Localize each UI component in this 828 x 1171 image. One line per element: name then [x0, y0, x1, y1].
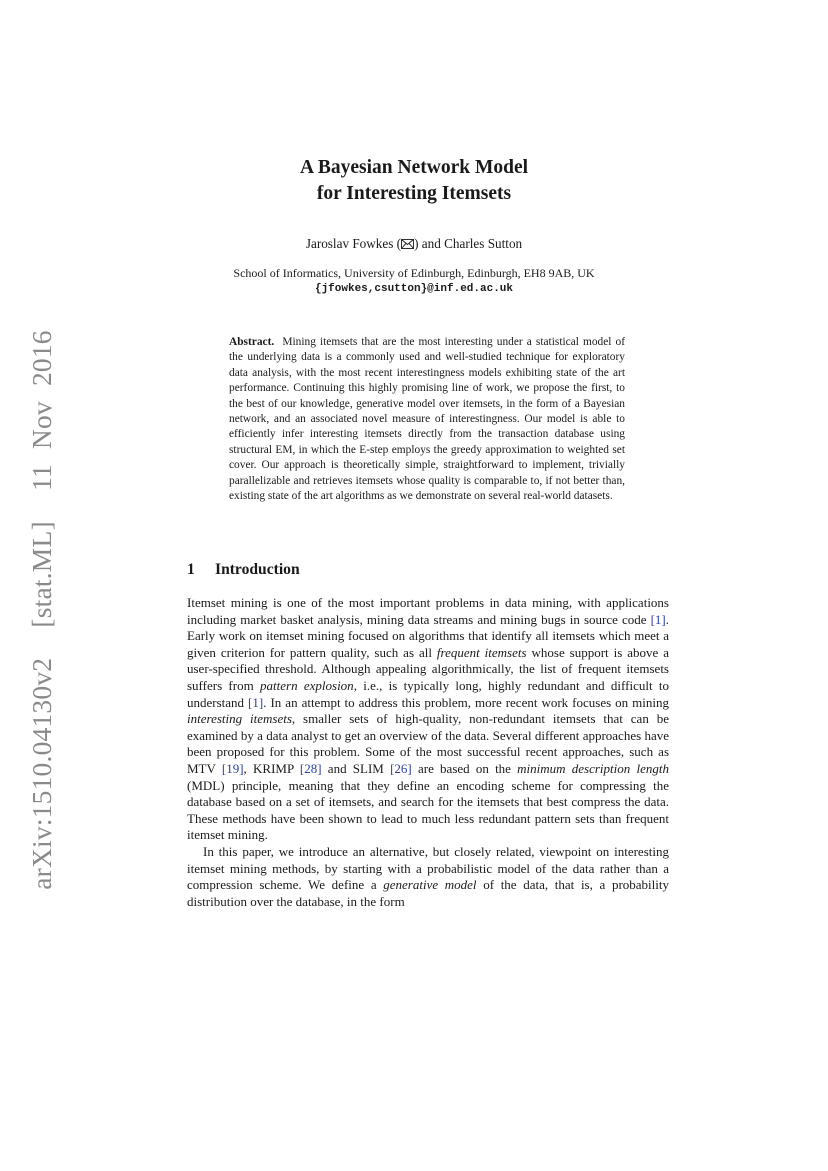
- emphasis: generative model: [383, 877, 477, 893]
- emphasis: frequent itemsets: [436, 644, 527, 660]
- emphasis: minimum description length: [517, 760, 669, 776]
- text-run: , i.e., is typically long, highly redundant and difficult to understand: [187, 677, 669, 710]
- citation-link[interactable]: [1]: [650, 611, 666, 627]
- text-run: In this paper, we introduce an alternative, but closely related, viewpoint on interesting itemset mining methods, by starting with a probabilistic model of the data rather than a compression scheme. We define a: [187, 843, 669, 893]
- author-conjunction: and: [418, 236, 445, 251]
- citation-link[interactable]: [19]: [221, 760, 244, 776]
- citation-link[interactable]: [1]: [248, 694, 264, 710]
- paragraph-1: [187, 595, 669, 844]
- author-emails: {jfowkes,csutton}@inf.ed.ac.uk: [314, 283, 514, 295]
- text-run: and SLIM: [321, 760, 391, 776]
- text-run: , smaller sets of high-quality, non-redundant itemsets that can be examined by a data analyst to get an overview of the data. Several different approaches have been proposed for this problem. Some of the most successful recent approaches, such as MTV: [187, 711, 669, 776]
- section-heading: [187, 561, 300, 579]
- text-run: of the data, that is, a probability distribution over the database, in the form: [187, 877, 669, 909]
- envelope-icon: [401, 239, 414, 249]
- paren-close: ): [414, 236, 419, 251]
- institution: School of Informatics, University of Edinburgh, Edinburgh, EH8 9AB, UK: [233, 266, 595, 280]
- citation-link[interactable]: [26]: [390, 760, 412, 776]
- text-run: (MDL) principle, meaning that they define an encoding scheme for compressing the database based on a set of itemsets, and search for the itemsets that best compress the data. These methods have been shown to lead to much less redundant pattern sets than frequent itemset mining.: [187, 777, 669, 843]
- emphasis: pattern explosion: [260, 677, 354, 693]
- paren-open: (: [396, 236, 402, 251]
- text-run: are based on the: [411, 760, 518, 776]
- text-run: , KRIMP: [243, 760, 300, 776]
- text-run: . In an attempt to address this problem, more recent work focuses on mining: [263, 694, 669, 710]
- text-run: Itemset mining is one of the most important problems in data mining, with applications including market basket analysis, mining data streams and mining bugs in source code: [187, 595, 669, 627]
- paper-title: [0, 155, 828, 207]
- author-list: [0, 236, 828, 252]
- introduction-body: [187, 595, 669, 910]
- title-line-2: for Interesting Itemsets: [316, 183, 512, 204]
- affiliation: [0, 265, 828, 297]
- arxiv-date: 11 Nov 2016: [26, 330, 57, 492]
- title-line-1: A Bayesian Network Model: [299, 157, 529, 178]
- author-sutton: Charles Sutton: [444, 236, 523, 251]
- citation-link[interactable]: [28]: [299, 760, 322, 776]
- text-run: whose support is above a user-specified threshold. Although appealing algorithmically, the list of frequent itemsets suffers from: [187, 644, 669, 693]
- abstract-label: Abstract.: [229, 336, 275, 348]
- arxiv-sidebar-stamp: [22, 330, 62, 890]
- author-fowkes: Jaroslav Fowkes: [305, 236, 394, 251]
- section-title: Introduction: [215, 561, 300, 578]
- arxiv-identifier: [26, 330, 58, 890]
- abstract: [229, 335, 625, 504]
- arxiv-id: arXiv:1510.04130v2: [26, 657, 57, 890]
- abstract-text: Mining itemsets that are the most interesting under a statistical model of the underlying data is a commonly used and well-studied technique for exploratory data analysis, with the most recent interestingness models exhibiting state of the art performance. Continuing this highly promising line of work, we propose the first, to the best of our knowledge, generative model over itemsets, in the form of a Bayesian network, and an associated novel measure of interestingness. Our model is able to efficiently infer interesting itemsets directly from the transaction database using structural EM, in which the E-step employs the greedy approximation to weighted set cover. Our approach is theoretically simple, straightforward to implement, trivially parallelizable and retrieves itemsets whose quality is comparable to, if not better than, existing state of the art algorithms as we demonstrate on several real-world datasets.: [229, 336, 625, 503]
- paragraph-2: [187, 844, 669, 910]
- section-number: 1: [187, 561, 195, 578]
- text-run: . Early work on itemset mining focused on algorithms that identify all itemsets which meet a given criterion for pattern quality, such as all: [187, 611, 669, 660]
- arxiv-category: [stat.ML]: [26, 521, 57, 628]
- emphasis: interesting itemsets: [187, 711, 292, 727]
